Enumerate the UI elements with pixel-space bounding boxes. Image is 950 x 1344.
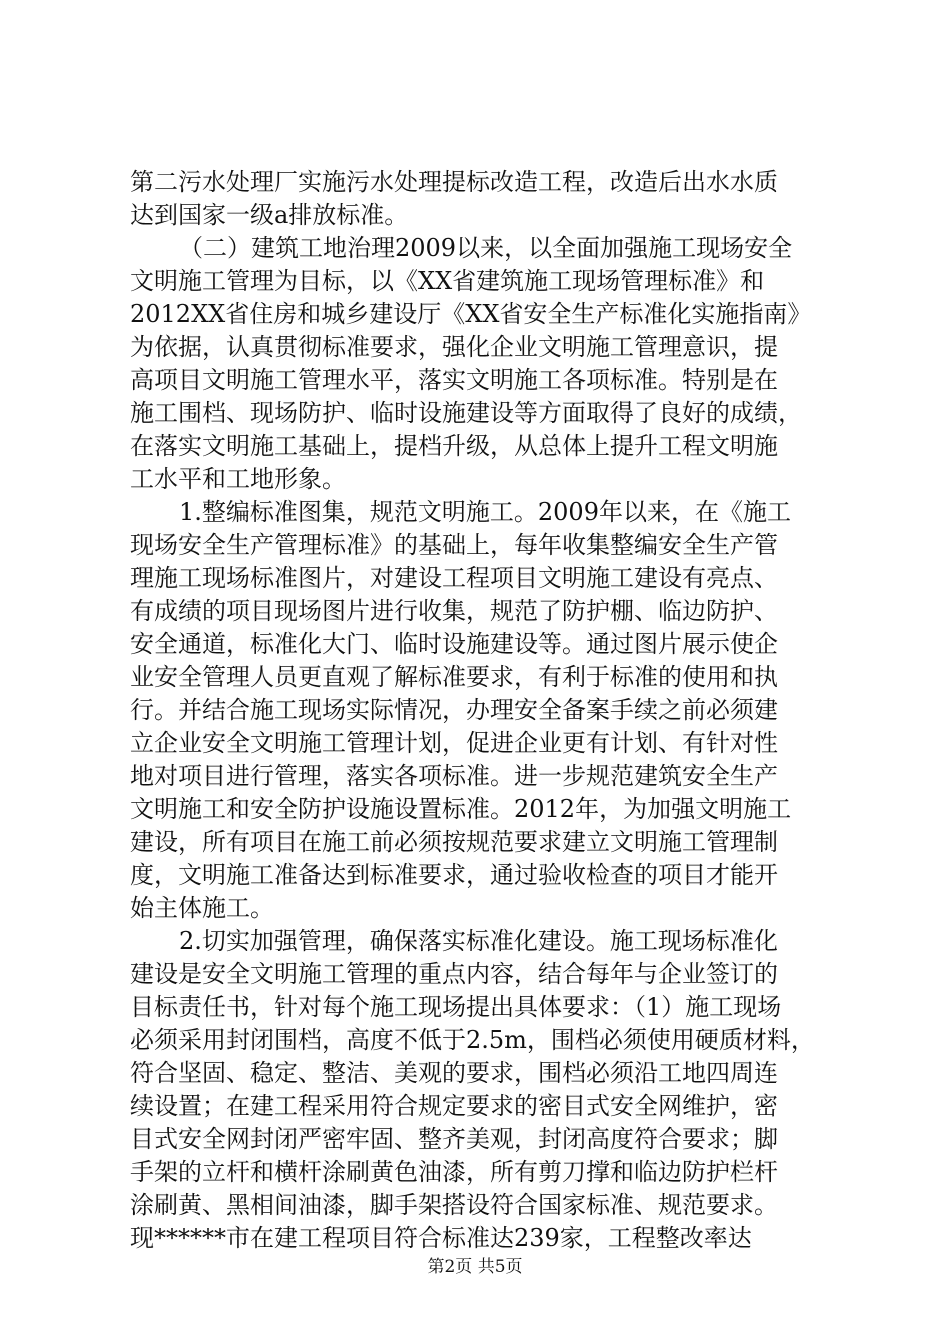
text-line: 文明施工管理为目标，以《XX省建筑施工现场管理标准》和 <box>130 267 765 295</box>
text-line: 现场安全生产管理标准》的基础上，每年收集整编安全生产管 <box>130 531 778 559</box>
text-line: 有成绩的项目现场图片进行收集，规范了防护棚、临边防护、 <box>130 597 778 625</box>
text-line: 手架的立杆和横杆涂刷黄色油漆，所有剪刀撑和临边防护栏杆 <box>130 1158 778 1186</box>
text-line: 必须采用封闭围档，高度不低于2.5m，围档必须使用硬质材料， <box>130 1026 815 1054</box>
text-line: 文明施工和安全防护设施设置标准。2012年，为加强文明施工 <box>130 795 792 823</box>
text-line: 涂刷黄、黑相间油漆，脚手架搭设符合国家标准、规范要求。 <box>130 1191 778 1219</box>
text-line: 符合坚固、稳定、整洁、美观的要求，围档必须沿工地四周连 <box>130 1059 778 1087</box>
text-line: 2012XX省住房和城乡建设厅《XX省安全生产标准化实施指南》 <box>130 300 812 328</box>
text-line: 为依据，认真贯彻标准要求，强化企业文明施工管理意识，提 <box>130 333 778 361</box>
document-body <box>130 166 842 1255</box>
text-line: 高项目文明施工管理水平，落实文明施工各项标准。特别是在 <box>130 366 778 394</box>
text-line: 立企业安全文明施工管理计划，促进企业更有计划、有针对性 <box>130 729 778 757</box>
text-line: 目式安全网封闭严密牢固、整齐美观，封闭高度符合要求；脚 <box>130 1125 778 1153</box>
text-line: 1.整编标准图集，规范文明施工。2009年以来，在《施工 <box>179 498 791 526</box>
text-line: 业安全管理人员更直观了解标准要求，有利于标准的使用和执 <box>130 663 778 691</box>
text-line: 始主体施工。 <box>130 894 274 922</box>
text-line: 建设是安全文明施工管理的重点内容，结合每年与企业签订的 <box>130 960 778 988</box>
text-line: 建设，所有项目在施工前必须按规范要求建立文明施工管理制 <box>130 828 778 856</box>
text-line: 理施工现场标准图片，对建设工程项目文明施工建设有亮点、 <box>130 564 778 592</box>
text-line: 工水平和工地形象。 <box>130 465 346 493</box>
text-line: 施工围档、现场防护、临时设施建设等方面取得了良好的成绩， <box>130 399 802 427</box>
text-line: 现******市在建工程项目符合标准达239家，工程整改率达 <box>130 1224 752 1252</box>
text-line: 2.切实加强管理，确保落实标准化建设。施工现场标准化 <box>179 927 778 955</box>
text-line: 在落实文明施工基础上，提档升级，从总体上提升工程文明施 <box>130 432 778 460</box>
text-line: 第二污水处理厂实施污水处理提标改造工程，改造后出水水质 <box>130 168 778 196</box>
text-line: 地对项目进行管理，落实各项标准。进一步规范建筑安全生产 <box>130 762 778 790</box>
text-line: 续设置；在建工程采用符合规定要求的密目式安全网维护，密 <box>130 1092 778 1120</box>
text-line: 达到国家一级a排放标准。 <box>130 201 409 229</box>
text-line: 行。并结合施工现场实际情况，办理安全备案手续之前必须建 <box>130 696 778 724</box>
text-line: 目标责任书，针对每个施工现场提出具体要求：（1）施工现场 <box>130 993 782 1021</box>
text-line: 安全通道，标准化大门、临时设施建设等。通过图片展示使企 <box>130 630 778 658</box>
text-line: 度，文明施工准备达到标准要求，通过验收检查的项目才能开 <box>130 861 778 889</box>
page-footer: 第2页 共5页 <box>427 1257 523 1277</box>
text-line: （二）建筑工地治理2009以来，以全面加强施工现场安全 <box>179 234 793 262</box>
